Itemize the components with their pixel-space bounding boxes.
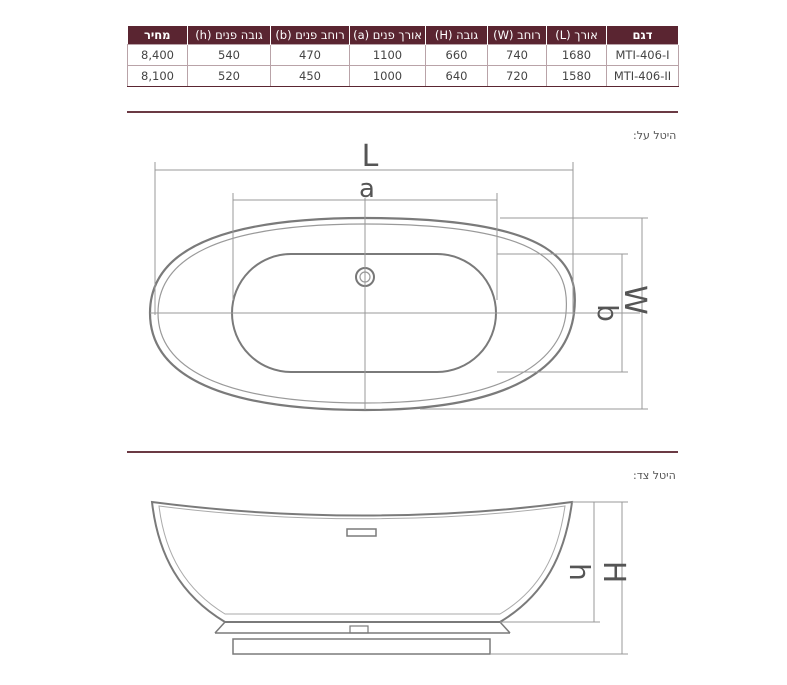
- cell-inner-length: 1000: [350, 66, 426, 87]
- header-model: דגם: [607, 26, 679, 45]
- cell-length: 1680: [547, 45, 607, 66]
- cell-inner-width: 450: [271, 66, 350, 87]
- dim-label-h: h: [563, 563, 596, 581]
- cell-price: 8,100: [128, 66, 188, 87]
- dim-label-H: H: [596, 560, 631, 584]
- tub-side-inner: [159, 506, 565, 614]
- cell-width: 720: [488, 66, 547, 87]
- cell-length: 1580: [547, 66, 607, 87]
- overflow-icon: [347, 529, 376, 536]
- top-view-drawing: [150, 139, 652, 410]
- cell-height: 660: [426, 45, 488, 66]
- cell-inner-length: 1100: [350, 45, 426, 66]
- tub-side-body: [152, 502, 572, 622]
- cell-model: MTI-406-I: [607, 45, 679, 66]
- tub-plinth: [233, 639, 490, 654]
- dim-label-L: L: [361, 139, 379, 174]
- cell-width: 740: [488, 45, 547, 66]
- dim-label-b: b: [591, 304, 624, 322]
- cell-model: MTI-406-II: [607, 66, 679, 87]
- header-length: (L) אורך: [547, 26, 607, 45]
- header-price: מחיר: [128, 26, 188, 45]
- cell-height: 640: [426, 66, 488, 87]
- cell-inner-height: 540: [188, 45, 271, 66]
- header-inner-width: (b) רוחב פנים: [271, 26, 350, 45]
- dim-label-W: W: [617, 285, 652, 315]
- header-height: (H) גובה: [426, 26, 488, 45]
- side-view-drawing: [152, 502, 631, 654]
- header-width: (W) רוחב: [488, 26, 547, 45]
- cell-price: 8,400: [128, 45, 188, 66]
- cell-inner-width: 470: [271, 45, 350, 66]
- header-inner-length: (a) אורך פנים: [350, 26, 426, 45]
- cell-inner-height: 520: [188, 66, 271, 87]
- header-inner-height: (h) גובה פנים: [188, 26, 271, 45]
- dim-label-a: a: [359, 174, 375, 204]
- side-view-caption: היטל צד:: [633, 469, 676, 482]
- top-view-caption: היטל על:: [633, 129, 677, 142]
